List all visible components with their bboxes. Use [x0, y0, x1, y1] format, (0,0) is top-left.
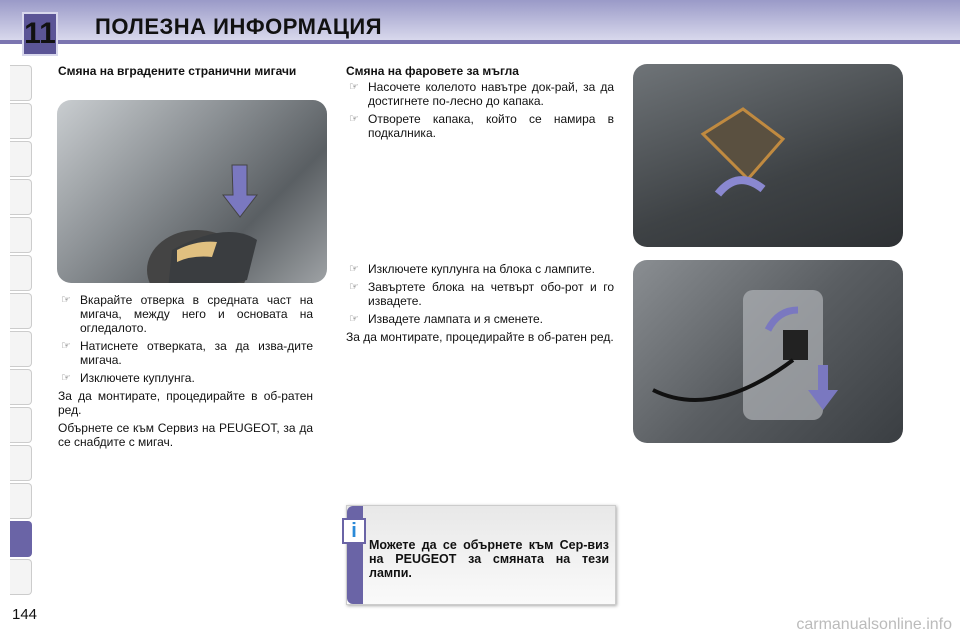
mirror-indicator-image — [57, 100, 327, 283]
instruction-bullet: ☞ Насочете колелото навътре док-рай, за да достигнете по-лесно до капака. — [346, 80, 614, 108]
page-title: ПОЛЕЗНА ИНФОРМАЦИЯ — [95, 14, 383, 39]
chapter-badge: 11 — [22, 12, 58, 56]
instruction-bullet: ☞ Завъртете блока на четвърт обо-рот и го извадете. — [346, 280, 614, 308]
chapter-tab[interactable] — [10, 293, 32, 329]
chapter-tab[interactable] — [10, 559, 32, 595]
section-heading-fog-lamps: Смяна на фаровете за мъгла — [346, 64, 519, 78]
chapter-tab[interactable] — [10, 141, 32, 177]
instruction-bullet: ☞ Изключете куплунга. — [58, 371, 313, 385]
chapter-tab[interactable] — [10, 445, 32, 481]
info-text: Можете да се обърнете към Сер-виз на PEUGEOT за смяната на тези лампи. — [369, 538, 609, 580]
chapter-tab[interactable] — [10, 483, 32, 519]
chapter-tab[interactable] — [10, 369, 32, 405]
chapter-tab[interactable] — [10, 217, 32, 253]
middle-text-2 — [346, 262, 614, 348]
instruction-bullet: ☞ Вкарайте отверка в средната част на мигача, между него и основата на огледалото. — [58, 293, 313, 335]
left-text — [58, 293, 313, 453]
chapter-tab[interactable] — [10, 179, 32, 215]
chapter-tab[interactable] — [10, 255, 32, 291]
paragraph: За да монтирате, процедирайте в об-ратен ред. — [346, 330, 614, 344]
instruction-bullet: ☞ Извадете лампата и я сменете. — [346, 312, 614, 326]
instruction-bullet: ☞ Отворете капака, който се намира в подкалника. — [346, 112, 614, 140]
fog-lamp-image — [633, 260, 903, 443]
chapter-tab[interactable] — [10, 407, 32, 443]
chapter-tab-active[interactable] — [10, 521, 32, 557]
chapter-tabs — [10, 65, 32, 597]
wheel-arch-cover-image — [633, 64, 903, 247]
info-box — [346, 505, 616, 605]
chapter-tab[interactable] — [10, 103, 32, 139]
instruction-bullet: ☞ Натиснете отверката, за да изва-дите мигача. — [58, 339, 313, 367]
header-divider — [0, 40, 960, 44]
section-heading-side-indicators: Смяна на вградените странични мигачи — [58, 64, 297, 78]
watermark: carmanualsonline.info — [796, 616, 952, 633]
chapter-tab[interactable] — [10, 65, 32, 101]
instruction-bullet: ☞ Изключете куплунга на блока с лампите. — [346, 262, 614, 276]
chapter-tab[interactable] — [10, 331, 32, 367]
paragraph: За да монтирате, процедирайте в об-ратен ред. — [58, 389, 313, 417]
paragraph: Обърнете се към Сервиз на PEUGEOT, за да се снабдите с мигач. — [58, 421, 313, 449]
info-icon: i — [342, 518, 366, 544]
middle-text-1 — [346, 80, 614, 144]
page-number: 144 — [12, 606, 38, 623]
